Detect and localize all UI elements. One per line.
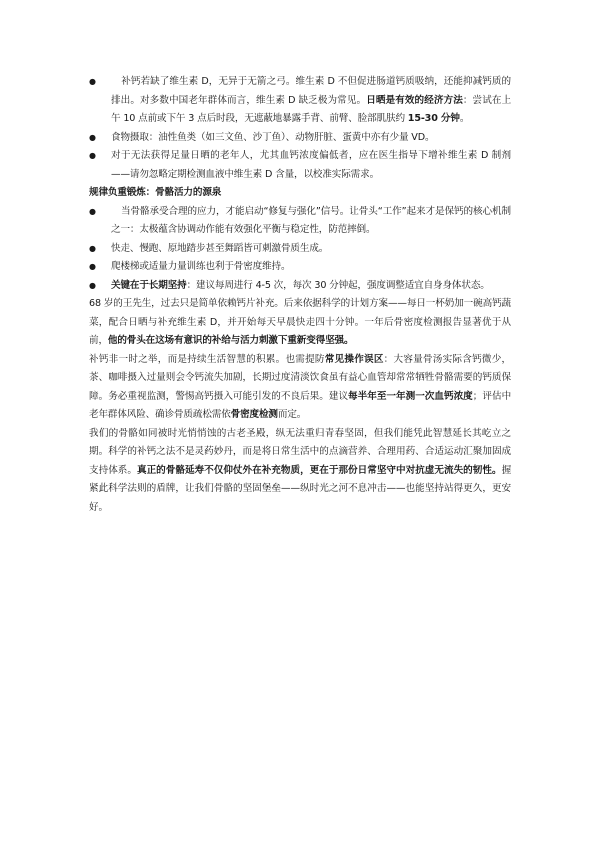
bullet-text: 食物摄取：油性鱼类（如三文鱼、沙丁鱼）、动物肝脏、蛋黄中亦有少量 VD。: [111, 131, 435, 143]
paragraph-caution: [89, 351, 511, 425]
final-text-1: 我们的骨骼如同被时光悄悄蚀的古老圣殿，纵无法重归青春坚固，但我们能凭此智慧延长其屹立之期。科学的补钙之法不是灵药妙丹，而是将日常生活中的点滴营养、合理用药、合适运动汇聚加固成支持体系。: [89, 427, 511, 476]
vitd-bold-sunlight: 日晒是有效的经济方法: [366, 94, 463, 106]
vitd-text-3: 。: [459, 113, 470, 124]
caution-bold-1: 常见操作误区: [324, 353, 384, 365]
caution-bold-2: 每半年至一年测一次血钙浓度: [348, 390, 473, 402]
bullet-stairs: [89, 258, 511, 277]
caution-text-4: 而定。: [277, 409, 307, 420]
caution-text-1: 补钙非一时之举，而是持续生活智慧的积累。也需提防: [89, 353, 325, 365]
bullet-dot: ●: [89, 243, 96, 253]
section-heading: 规律负重锻炼：骨骼活力的源泉: [89, 187, 222, 198]
caution-bold-3: 骨密度检测: [230, 409, 278, 420]
bullet-dot: ●: [89, 280, 96, 290]
final-text-2: 握紧此科学法则的盾牌，让我们骨骼的坚固堡垒——纵时光之河不息冲击——也能坚持站得更久，更安好。: [89, 464, 512, 513]
bullet-food: [89, 129, 511, 148]
bullet-text: 爬楼梯或适量力量训练也利于骨密度维持。: [111, 261, 291, 272]
stress-text: 当骨骼承受合理的应力，才能启动“修复与强化”信号。让骨头“工作”起来才是保钙的核心机制之一：太极蕴含协调动作能有效强化平衡与稳定性，防范摔倒。: [111, 205, 511, 235]
key-bold: 关键在于长期坚持: [111, 279, 187, 291]
caution-text-3: ；评估中老年群体风险、确诊骨质疏松需依: [89, 390, 512, 420]
key-text: ：建议每周进行 4-5 次，每次 30 分钟起，强度调整适宜自身身体状态。: [186, 279, 490, 291]
paragraph-case-study: [89, 295, 511, 351]
case-bold: 他的骨头在这场有意识的补给与活力刺激下重新变得坚强。: [107, 335, 354, 346]
bullet-text: [111, 203, 511, 240]
bullet-dot: ●: [89, 151, 96, 160]
bullet-text: 快走、慢跑、原地踏步甚至舞蹈皆可刺激骨质生成。: [111, 242, 329, 254]
paragraph-conclusion: [89, 425, 511, 518]
article-body: [89, 73, 511, 517]
case-text: 68 岁的王先生，过去只是简单依赖钙片补充。后来依据科学的计划方案——每日一杯奶加一碗高钙蔬菜，配合日晒与补充维生素 D，并开始每天早晨快走四十分钟。一年后骨密度检测报告显著优于从前，: [89, 298, 511, 346]
bullet-text: 对于无法获得足量日晒的老年人，尤其血钙浓度偏低者，应在医生指导下增补维生素 D 制剂——请勿忽略定期检测血液中维生素 D 含量，以校准实际需求。: [111, 150, 511, 180]
bullet-key: [89, 277, 511, 296]
bullet-dot: ●: [89, 206, 96, 216]
caution-text-2: ：大容量骨汤实际含钙微少，茶、咖啡摄入过量则会令钙流失加剧，长期过度清淡饮食虽有益心血管却常常牺牲骨骼需要的钙质保障。务必重视监测，警惕高钙摄入可能引发的不良后果。建议: [89, 353, 511, 402]
bullet-stress: [89, 203, 511, 240]
bullet-supplement: [89, 147, 511, 184]
bullet-text: [111, 73, 511, 129]
vitd-bold-duration: 15-30 分钟: [407, 113, 460, 124]
bullet-dot: ●: [89, 77, 96, 86]
vitd-text-1: 补钙若缺了维生素 D，无异于无箭之弓。维生素 D 不但促进肠道钙质吸纳，还能抑减钙质的排出。对多数中国老年群体而言，维生素 D 缺乏极为常见。: [111, 76, 511, 106]
vitd-text-2: ：尝试在上午 10 点前或下午 3 点后时段，无遮蔽地暴露手背、前臂、脸部肌肤约: [111, 94, 512, 124]
bullet-dot: ●: [89, 132, 96, 142]
bullet-vitamin-d: [89, 73, 511, 129]
bullet-text: [111, 277, 511, 296]
final-bold: 真正的骨骼延寿不仅仰仗外在补充物质，更在于那份日常坚守中对抗虚无流失的韧性。: [136, 464, 502, 476]
bullet-walk: [89, 240, 511, 259]
bullet-dot: ●: [89, 262, 96, 271]
